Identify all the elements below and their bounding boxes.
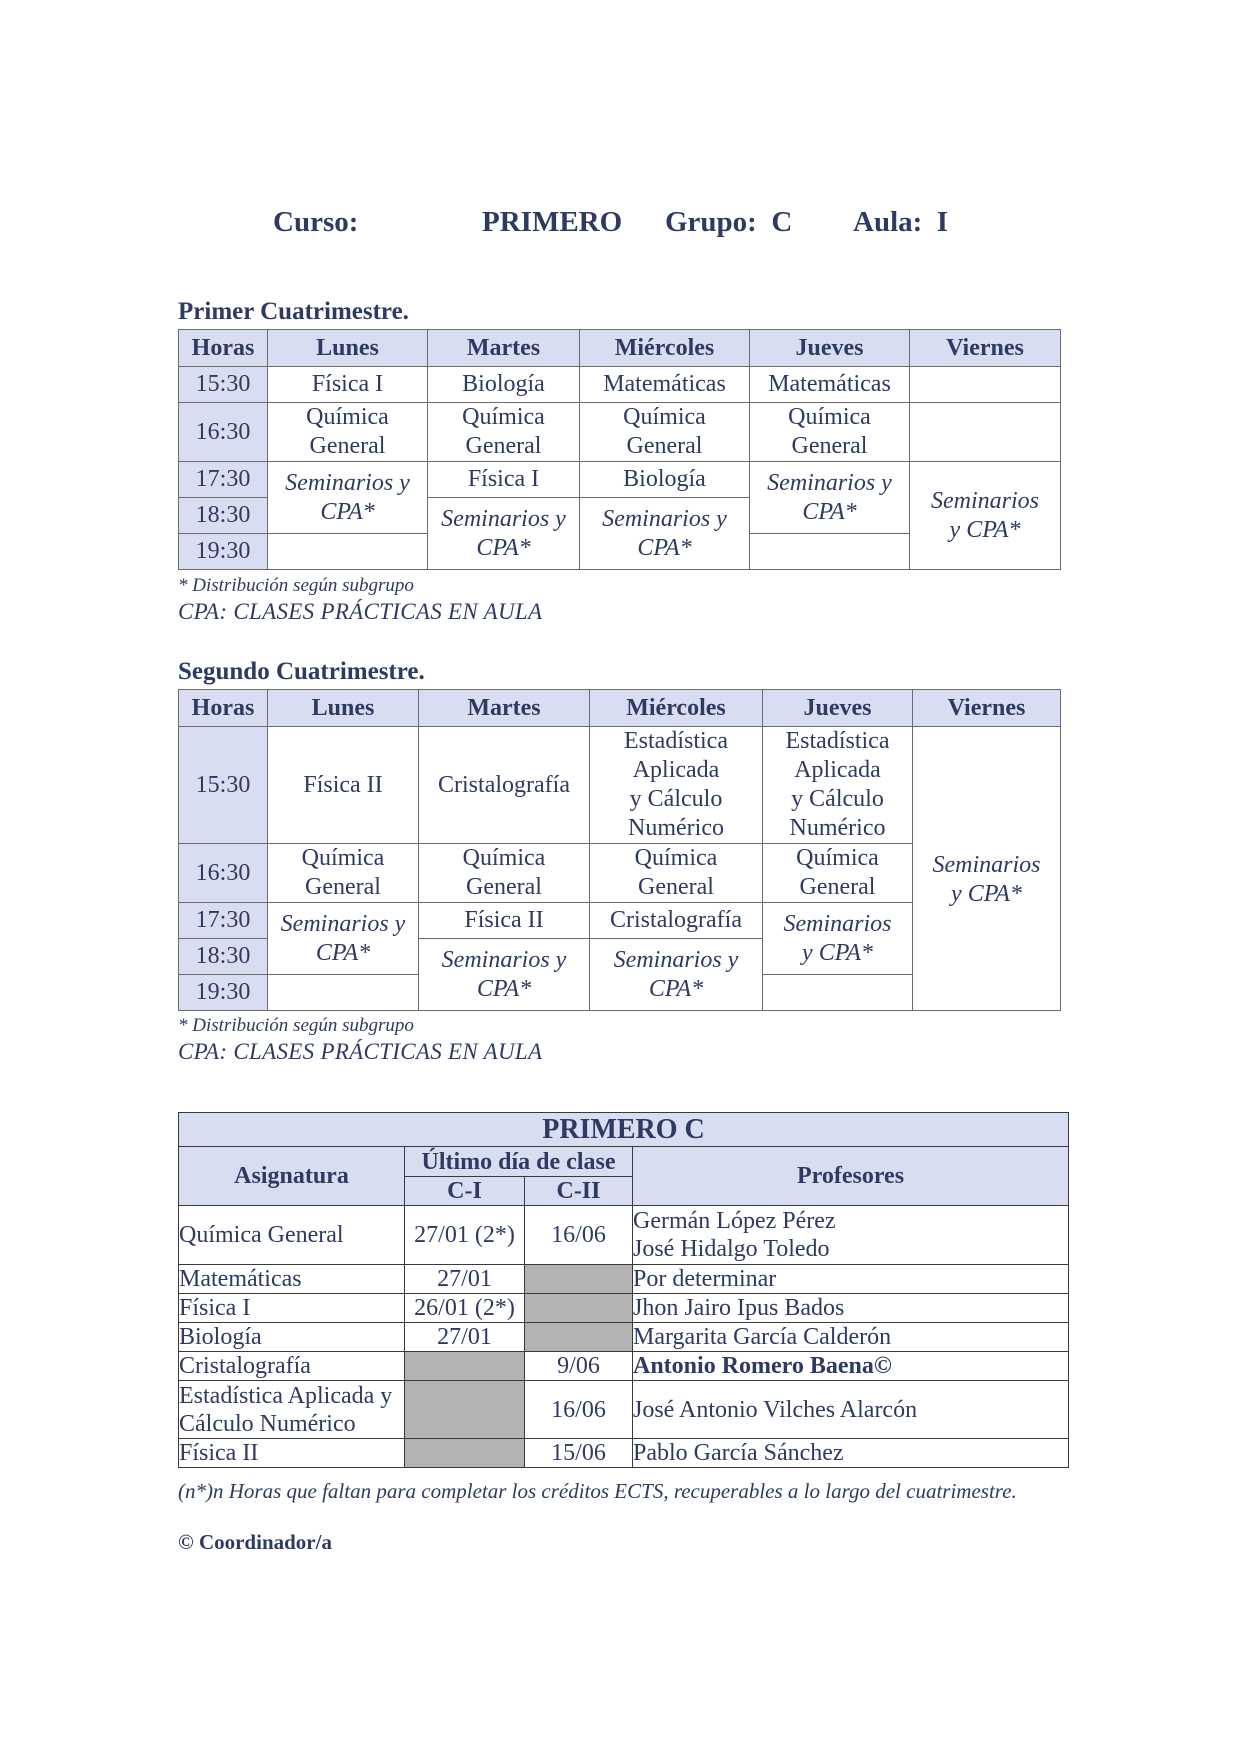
seminar-cell: Seminarios y CPA* (590, 939, 763, 1011)
date-ci: 27/01 (405, 1323, 525, 1352)
first-semester-title: Primer Cuatrimestre. (178, 298, 409, 325)
date-cii: 16/06 (525, 1206, 633, 1265)
subjects-title: PRIMERO C (179, 1113, 1069, 1147)
date-ci: 26/01 (2*) (405, 1294, 525, 1323)
seminar-cell: Seminarios y CPA* (913, 727, 1061, 1011)
hour-cell: 15:30 (179, 367, 268, 403)
col-viernes: Viernes (910, 330, 1061, 367)
no-date-cell (525, 1265, 633, 1294)
table-row (179, 1381, 1069, 1439)
class-cell: Física II (419, 903, 590, 939)
curso-label: Curso: (273, 206, 359, 238)
hour-cell: 19:30 (179, 975, 268, 1011)
course-header (0, 206, 1240, 246)
empty-cell (910, 367, 1061, 403)
seminar-cell: Seminarios y CPA* (268, 903, 419, 975)
subject-name: Física I (179, 1294, 405, 1323)
subject-name: Cristalografía (179, 1352, 405, 1381)
no-date-cell (525, 1294, 633, 1323)
class-cell: Física I (268, 367, 428, 403)
professors: Pablo García Sánchez (633, 1439, 1069, 1468)
date-ci: 27/01 (405, 1265, 525, 1294)
hour-cell: 15:30 (179, 727, 268, 844)
first-semester-table (178, 329, 1061, 570)
class-cell: Química General (750, 403, 910, 462)
class-cell: Química General (763, 844, 913, 903)
credits-footnote: (n*)n Horas que faltan para completar los créditos ECTS, recuperables a lo largo del cuatrimestre. (178, 1479, 1017, 1503)
professors: José Antonio Vilches Alarcón (633, 1381, 1069, 1439)
col-lunes: Lunes (268, 690, 419, 727)
col-asignatura: Asignatura (179, 1147, 405, 1206)
col-miercoles: Miércoles (590, 690, 763, 727)
professors: Margarita García Calderón (633, 1323, 1069, 1352)
seminar-cell: Seminarios y CPA* (580, 498, 750, 570)
class-cell: Química General (268, 403, 428, 462)
curso-value: PRIMERO (482, 206, 623, 238)
table-row (179, 1323, 1069, 1352)
professors: Por determinar (633, 1265, 1069, 1294)
class-cell: Cristalografía (419, 727, 590, 844)
col-miercoles: Miércoles (580, 330, 750, 367)
class-cell: Física II (268, 727, 419, 844)
grupo-label: Grupo: C (665, 206, 793, 238)
seminar-cell: Seminarios y CPA* (268, 462, 428, 534)
class-cell: Física I (428, 462, 580, 498)
date-cii: 16/06 (525, 1381, 633, 1439)
col-viernes: Viernes (913, 690, 1061, 727)
col-martes: Martes (419, 690, 590, 727)
table-row (179, 1352, 1069, 1381)
no-date-cell (405, 1381, 525, 1439)
hour-cell: 16:30 (179, 844, 268, 903)
cpa-note: CPA: CLASES PRÁCTICAS EN AULA (178, 599, 543, 624)
seminar-cell: Seminarios y CPA* (428, 498, 580, 570)
table-row (179, 1439, 1069, 1468)
class-cell: Matemáticas (750, 367, 910, 403)
col-lunes: Lunes (268, 330, 428, 367)
class-cell: Química General (590, 844, 763, 903)
no-date-cell (405, 1352, 525, 1381)
hour-cell: 19:30 (179, 534, 268, 570)
second-semester-title: Segundo Cuatrimestre. (178, 658, 425, 685)
subject-name: Estadística Aplicada y Cálculo Numérico (179, 1381, 405, 1439)
seminar-cell: Seminarios y CPA* (419, 939, 590, 1011)
hour-cell: 16:30 (179, 403, 268, 462)
coordinator-label: © Coordinador/a (178, 1530, 332, 1554)
col-ultimo-dia: Último día de clase (405, 1147, 633, 1177)
col-jueves: Jueves (750, 330, 910, 367)
seminar-cell: Seminarios y CPA* (763, 903, 913, 975)
col-profesores: Profesores (633, 1147, 1069, 1206)
col-jueves: Jueves (763, 690, 913, 727)
class-cell: Estadística Aplicada y Cálculo Numérico (763, 727, 913, 844)
col-horas: Horas (179, 690, 268, 727)
class-cell: Biología (580, 462, 750, 498)
col-horas: Horas (179, 330, 268, 367)
date-ci: 27/01 (2*) (405, 1206, 525, 1265)
no-date-cell (525, 1323, 633, 1352)
cpa-note: CPA: CLASES PRÁCTICAS EN AULA (178, 1039, 543, 1064)
empty-cell (268, 534, 428, 570)
empty-cell (763, 975, 913, 1011)
empty-cell (910, 403, 1061, 462)
table-row (179, 1265, 1069, 1294)
subjects-table (178, 1112, 1069, 1468)
class-cell: Matemáticas (580, 367, 750, 403)
empty-cell (268, 975, 419, 1011)
hour-cell: 17:30 (179, 903, 268, 939)
hour-cell: 18:30 (179, 498, 268, 534)
no-date-cell (405, 1439, 525, 1468)
table-row (179, 1206, 1069, 1265)
seminar-cell: Seminarios y CPA* (750, 462, 910, 534)
subject-name: Física II (179, 1439, 405, 1468)
hour-cell: 18:30 (179, 939, 268, 975)
class-cell: Química General (580, 403, 750, 462)
subgroup-note: * Distribución según subgrupo (178, 1015, 414, 1036)
date-cii: 9/06 (525, 1352, 633, 1381)
subject-name: Biología (179, 1323, 405, 1352)
col-martes: Martes (428, 330, 580, 367)
empty-cell (750, 534, 910, 570)
professors: Germán López Pérez José Hidalgo Toledo (633, 1206, 1069, 1265)
aula-label: Aula: I (853, 206, 949, 238)
class-cell: Química General (268, 844, 419, 903)
class-cell: Estadística Aplicada y Cálculo Numérico (590, 727, 763, 844)
seminar-cell: Seminarios y CPA* (910, 462, 1061, 570)
class-cell: Química General (428, 403, 580, 462)
class-cell: Química General (419, 844, 590, 903)
class-cell: Cristalografía (590, 903, 763, 939)
subject-name: Química General (179, 1206, 405, 1265)
professors: Jhon Jairo Ipus Bados (633, 1294, 1069, 1323)
col-ci: C-I (405, 1177, 525, 1206)
second-semester-table (178, 689, 1061, 1011)
subgroup-note: * Distribución según subgrupo (178, 575, 414, 596)
class-cell: Biología (428, 367, 580, 403)
date-cii: 15/06 (525, 1439, 633, 1468)
professors: Antonio Romero Baena© (633, 1352, 1069, 1381)
hour-cell: 17:30 (179, 462, 268, 498)
table-row (179, 1294, 1069, 1323)
col-cii: C-II (525, 1177, 633, 1206)
subject-name: Matemáticas (179, 1265, 405, 1294)
